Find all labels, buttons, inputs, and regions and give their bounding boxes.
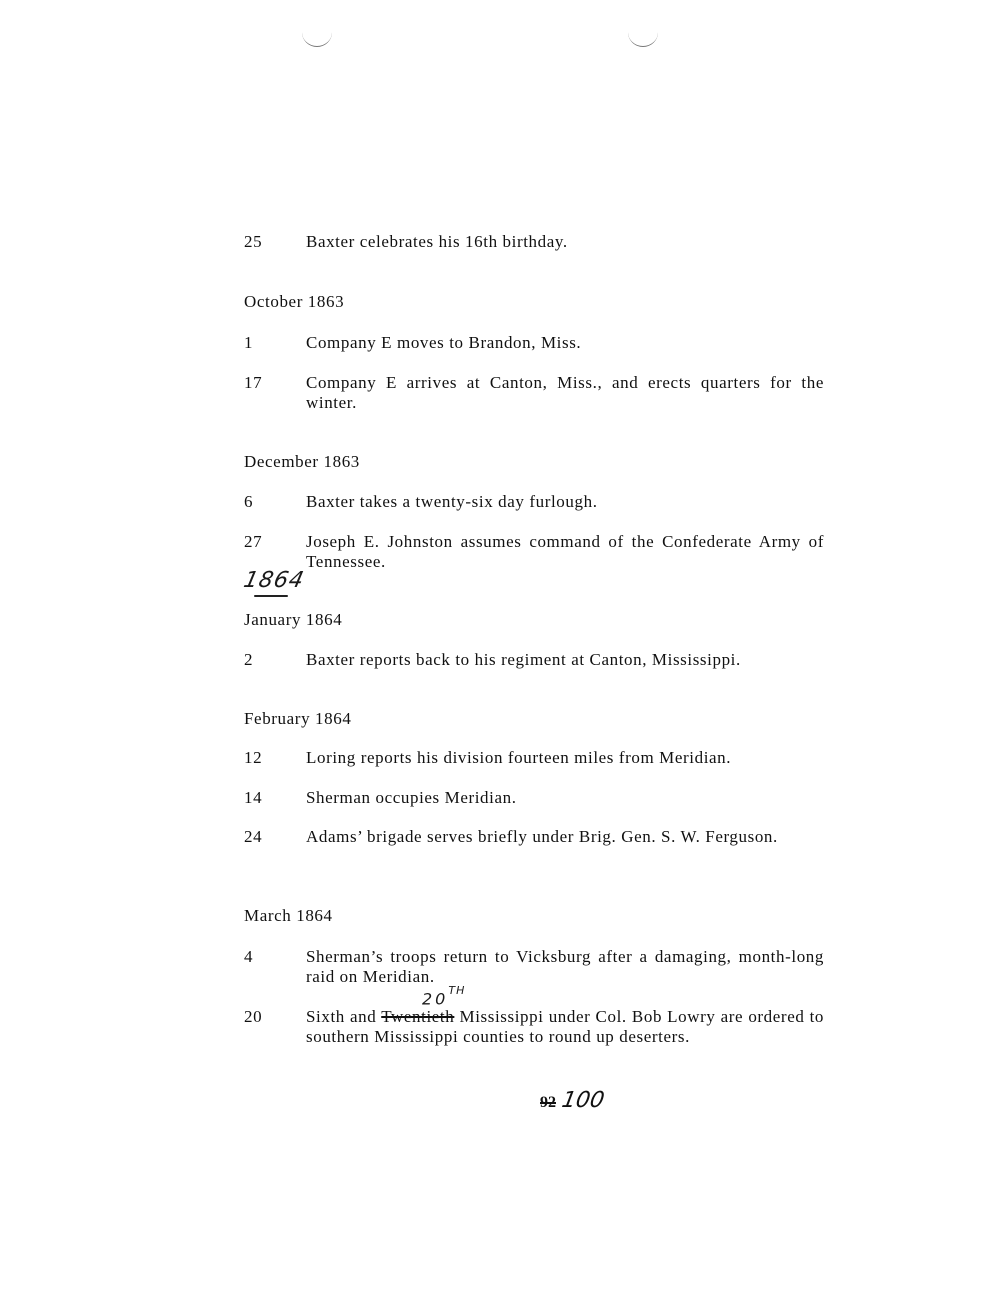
struck-word: Twentieth (381, 1007, 455, 1026)
struck-page-number: 92 (540, 1094, 556, 1111)
entry-mar-20 (244, 1007, 824, 1047)
entry-day: 1 (244, 333, 254, 352)
month-heading-february: February 1864 (244, 709, 352, 728)
entry-text: Joseph E. Johnston assumes command of the Confederate Army of Tennessee. (306, 532, 824, 571)
entry-text: Baxter reports back to his regiment at Canton, Mississippi. (306, 650, 741, 669)
entry-day: 25 (244, 232, 263, 251)
handwritten-correction (422, 984, 466, 1009)
text-before: Sixth and (306, 1007, 382, 1026)
handwritten-page-number: 100 (559, 1088, 607, 1113)
entry-day: 2 (244, 650, 254, 669)
entry-feb-24 (244, 827, 824, 847)
entry-text: Sherman occupies Meridian. (306, 788, 517, 807)
entry-text: Adams’ brigade serves briefly under Brig. Gen. S. W. Ferguson. (306, 827, 778, 846)
entry-sept-25 (244, 232, 824, 252)
entry-day: 27 (244, 532, 263, 551)
entry-oct-17 (244, 373, 824, 413)
entry-dec-6 (244, 492, 824, 512)
entry-feb-14 (244, 788, 824, 808)
month-heading-december: December 1863 (244, 452, 360, 471)
handwritten-year-note: 1864 (241, 568, 307, 593)
month-heading-march: March 1864 (244, 906, 333, 925)
entry-day: 24 (244, 827, 263, 846)
entry-text: Baxter celebrates his 16th birthday. (306, 232, 568, 251)
page-number (540, 1088, 607, 1113)
entry-text: Company E arrives at Canton, Miss., and erects quarters for the winter. (306, 373, 824, 412)
punch-hole-mark-left (302, 18, 332, 47)
entry-text: Sherman’s troops return to Vicksburg after a damaging, month-long raid on Meridian. (306, 947, 824, 986)
entry-day: 12 (244, 748, 263, 767)
entry-mar-4 (244, 947, 824, 987)
entry-dec-27 (244, 532, 824, 572)
entry-day: 17 (244, 373, 263, 392)
month-heading-january: January 1864 (244, 610, 343, 629)
entry-day: 6 (244, 492, 254, 511)
entry-text: Company E moves to Brandon, Miss. (306, 333, 582, 352)
entry-day: 4 (244, 947, 254, 966)
handwritten-underline (254, 595, 288, 597)
entry-text: Baxter takes a twenty-six day furlough. (306, 492, 598, 511)
entry-day: 20 (244, 1007, 263, 1026)
text-after: Mississippi under Col. Bob Lowry are ordered to southern Mississippi counties to round up deserters. (306, 1007, 824, 1046)
entry-day: 14 (244, 788, 263, 807)
entry-text: Loring reports his division fourteen miles from Meridian. (306, 748, 732, 767)
entry-oct-1 (244, 333, 824, 353)
correction-suffix: TH (448, 984, 466, 997)
punch-hole-mark-right (628, 18, 658, 47)
month-heading-october: October 1863 (244, 292, 345, 311)
entry-text (306, 1007, 824, 1047)
entry-jan-2 (244, 650, 824, 670)
correction-number: 20 (422, 989, 449, 1009)
entry-feb-12 (244, 748, 824, 768)
